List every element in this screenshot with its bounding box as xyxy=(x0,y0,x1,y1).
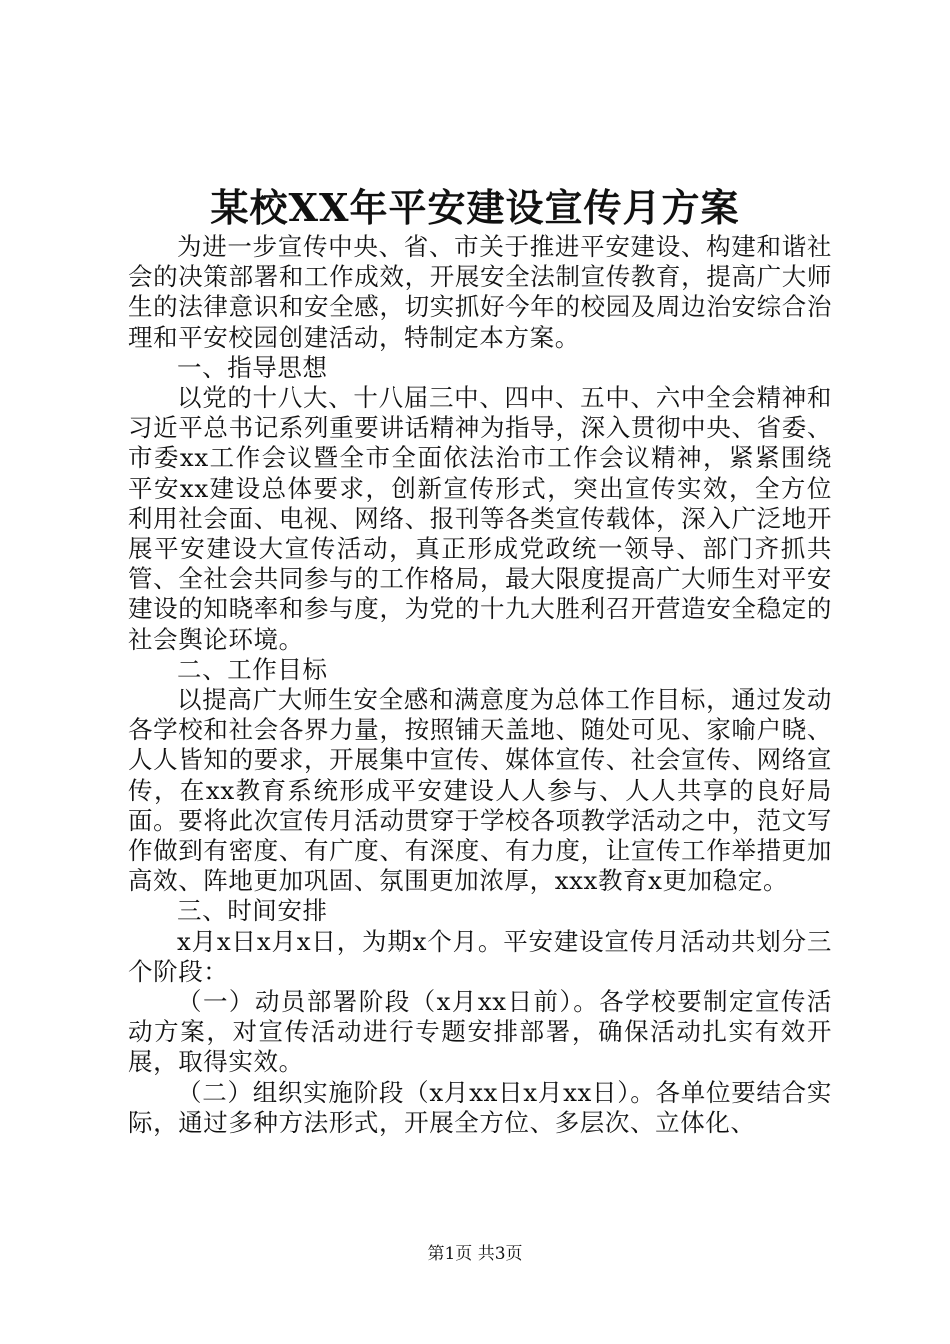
phase-1-paragraph: （一）动员部署阶段（x月xx日前）。各学校要制定宣传活动方案，对宣传活动进行专题安排部署，确保活动扎实有效开展，取得实效。 xyxy=(128,987,832,1077)
section-1-paragraph: 以党的十八大、十八届三中、四中、五中、六中全会精神和习近平总书记系列重要讲话精神为指导，深入贯彻中央、省委、市委xx工作会议暨全市全面依法治市工作会议精神，紧紧围绕平安xx建设总体要求，创新宣传形式，突出宣传实效，全方位利用社会面、电视、网络、报刊等各类宣传载体，深入广泛地开展平安建设大宣传活动，真正形成党政统一领导、部门齐抓共管、全社会共同参与的工作格局，最大限度提高广大师生对平安建设的知晓率和参与度，为党的十九大胜利召开营造安全稳定的社会舆论环境。 xyxy=(128,383,832,654)
phase-2-paragraph: （二）组织实施阶段（x月xx日x月xx日）。各单位要结合实际，通过多种方法形式，开展全方位、多层次、立体化、 xyxy=(128,1077,832,1137)
intro-paragraph: 为进一步宣传中央、省、市关于推进平安建设、构建和谐社会的决策部署和工作成效，开展安全法制宣传教育，提高广大师生的法律意识和安全感，切实抓好今年的校园及周边治安综合治理和平安校园创建活动，特制定本方案。 xyxy=(128,232,832,352)
document-body xyxy=(128,232,832,1138)
section-3-heading: 三、时间安排 xyxy=(177,896,328,926)
section-2-heading: 二、工作目标 xyxy=(177,654,328,684)
page-footer: 第1页 共3页 xyxy=(427,1244,523,1264)
section-2-paragraph: 以提高广大师生安全感和满意度为总体工作目标，通过发动各学校和社会各界力量，按照铺天盖地、随处可见、家喻户晓、人人皆知的要求，开展集中宣传、媒体宣传、社会宣传、网络宣传，在xx教育系统形成平安建设人人参与、人人共享的良好局面。要将此次宣传月活动贯穿于学校各项教学活动之中，范文写作做到有密度、有广度、有深度、有力度，让宣传工作举措更加高效、阵地更加巩固、氛围更加浓厚，xxx教育x更加稳定。 xyxy=(128,685,832,896)
document-title: 某校XX年平安建设宣传月方案 xyxy=(210,185,740,230)
section-3-paragraph: x月x日x月x日，为期x个月。平安建设宣传月活动共划分三个阶段： xyxy=(128,926,832,986)
section-1-heading: 一、指导思想 xyxy=(177,352,328,382)
